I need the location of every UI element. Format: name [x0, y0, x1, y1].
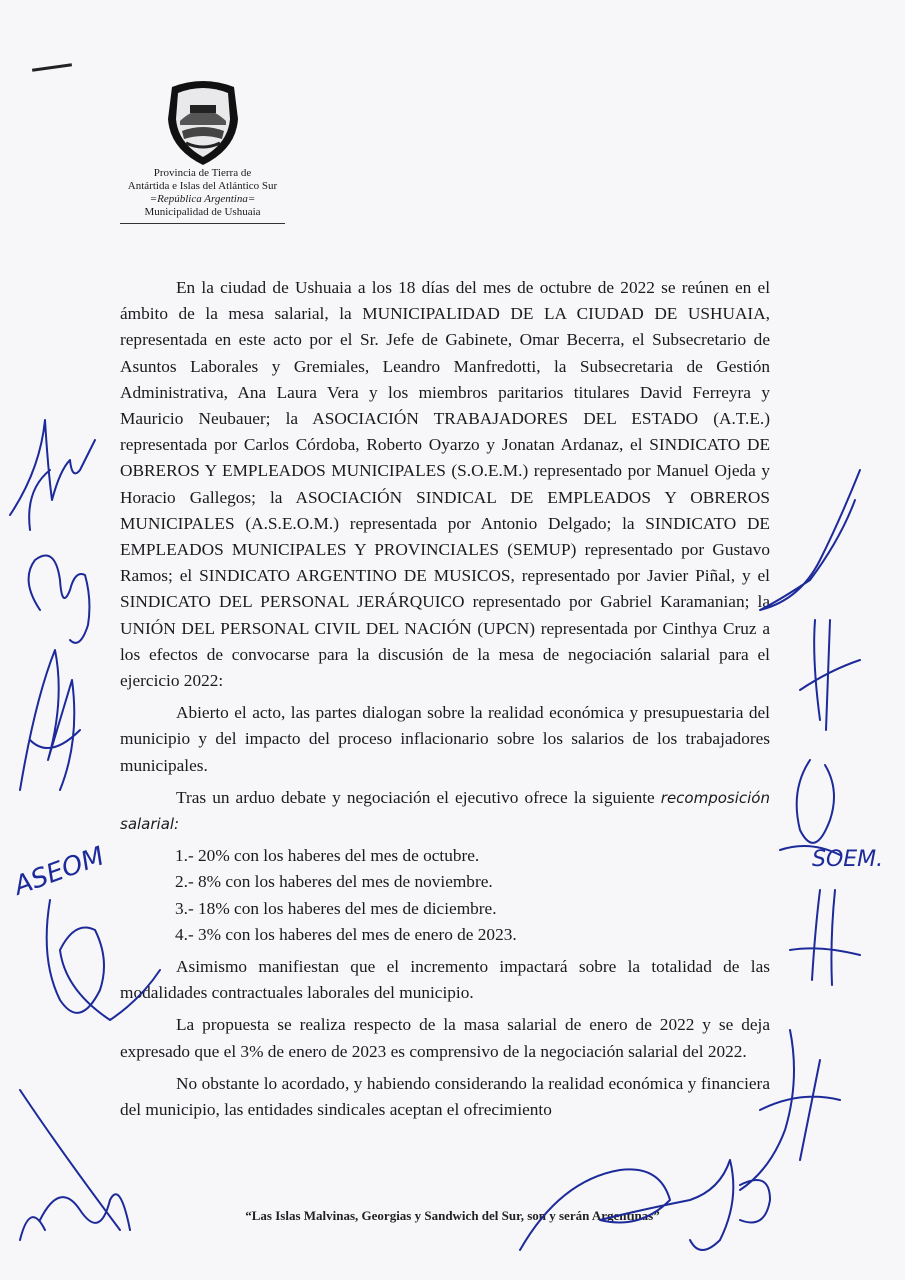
list-item: 4.- 3% con los haberes del mes de enero de 2023.	[175, 924, 517, 944]
letterhead-rule	[120, 223, 285, 224]
paragraph: No obstante lo acordado, y habiendo considerando la realidad económica y financiera del municipio, las entidades sindicales aceptan el ofrecimiento	[120, 1073, 770, 1120]
margin-mark	[32, 63, 72, 72]
signature-right-1	[760, 470, 860, 610]
paragraph: Asimismo manifiestan que el incremento impactará sobre la totalidad de las modalidades contractuales laborales del municipio.	[120, 957, 770, 1003]
signature-right-2	[800, 620, 860, 730]
paragraph-text: Tras un arduo debate y negociación el ejecutivo ofrece la siguiente	[176, 787, 661, 807]
paragraph: Abierto el acto, las partes dialogan sobre la realidad económica y presupuestaria del municipio y del impacto del proceso inflacionario sobre los salarios de los trabajadores municipales.	[120, 703, 770, 775]
handwritten-aseom: ASEOM	[10, 841, 109, 902]
letterhead-line: Antártida e Islas del Atlántico Sur	[127, 180, 278, 192]
letterhead	[110, 75, 295, 224]
list-item: 3.- 18% con los haberes del mes de diciembre.	[175, 898, 497, 918]
municipal-seal-icon	[164, 75, 242, 167]
signature-right-3	[780, 760, 840, 855]
signature-left-1	[10, 420, 95, 530]
letterhead-line: =República Argentina=	[149, 193, 256, 205]
list-item: 1.- 20% con los haberes del mes de octubre.	[175, 846, 480, 866]
footer-motto: “Las Islas Malvinas, Georgias y Sandwich del Sur, son y serán Argentinas”	[245, 1208, 660, 1223]
list-item: 2.- 8% con los haberes del mes de noviembre.	[175, 872, 493, 892]
raise-list	[120, 843, 770, 948]
emphasis-text: recomposición salarial:	[120, 788, 770, 834]
signature-left-2	[29, 556, 90, 643]
letterhead-line: Provincia de Tierra de	[153, 167, 252, 179]
document-body	[120, 275, 770, 1129]
signature-left-3	[20, 650, 80, 790]
paragraph: En la ciudad de Ushuaia a los 18 días del mes de octubre de 2022 se reúnen en el ámbito de la mesa salarial, la MUNICIPALIDAD DE LA CIUDAD DE USHUAIA, representada en este acto por el Sr. Jefe de Gabinete, Omar Becerra, el Subsecretario de Asuntos Laborales y Gremiales, Leandro Manfredotti, la Subsecretaria de Gestión Administrativa, Ana Laura Vera y los miembros paritarios titulares David Ferreyra y Mauricio Neubauer; la ASOCIACIÓN TRABAJADORES DEL ESTADO (A.T.E.) representada por Carlos Córdoba, Roberto Oyarzo y Jonatan Ardanaz, el SINDICATO DE OBREROS Y EMPLEADOS MUNICIPALES (S.O.E.M.) representado por Manuel Ojeda y Horacio Gallegos; la ASOCIACIÓN SINDICAL DE EMPLEADOS Y OBREROS MUNICIPALES (A.S.E.O.M.) representada por Antonio Delgado; la SINDICATO DE EMPLEADOS MUNICIPALES Y PROVINCIALES (SEMUP) representado por Gustavo Ramos; el SINDICATO ARGENTINO DE MUSICOS, representado por Javier Piñal, y el SINDICATO DEL PERSONAL JERÁRQUICO representado por Gabriel Karamanian; la UNIÓN DEL PERSONAL CIVIL DEL NACIÓN (UPCN) representada por Cinthya Cruz a los efectos de convocarse para la discusión de la mesa de negociación salarial para el ejercicio 2022:	[120, 278, 770, 691]
paragraph: La propuesta se realiza respecto de la masa salarial de enero de 2022 y se deja expresado que el 3% de enero de 2023 es comprensivo de la negociación salarial del 2022.	[120, 1015, 770, 1061]
paragraph	[120, 785, 770, 837]
signature-right-4	[790, 890, 860, 985]
handwritten-soem: SOEM.	[812, 847, 884, 872]
signature-bottom	[520, 1160, 733, 1250]
letterhead-line: Municipalidad de Ushuaia	[144, 206, 261, 218]
